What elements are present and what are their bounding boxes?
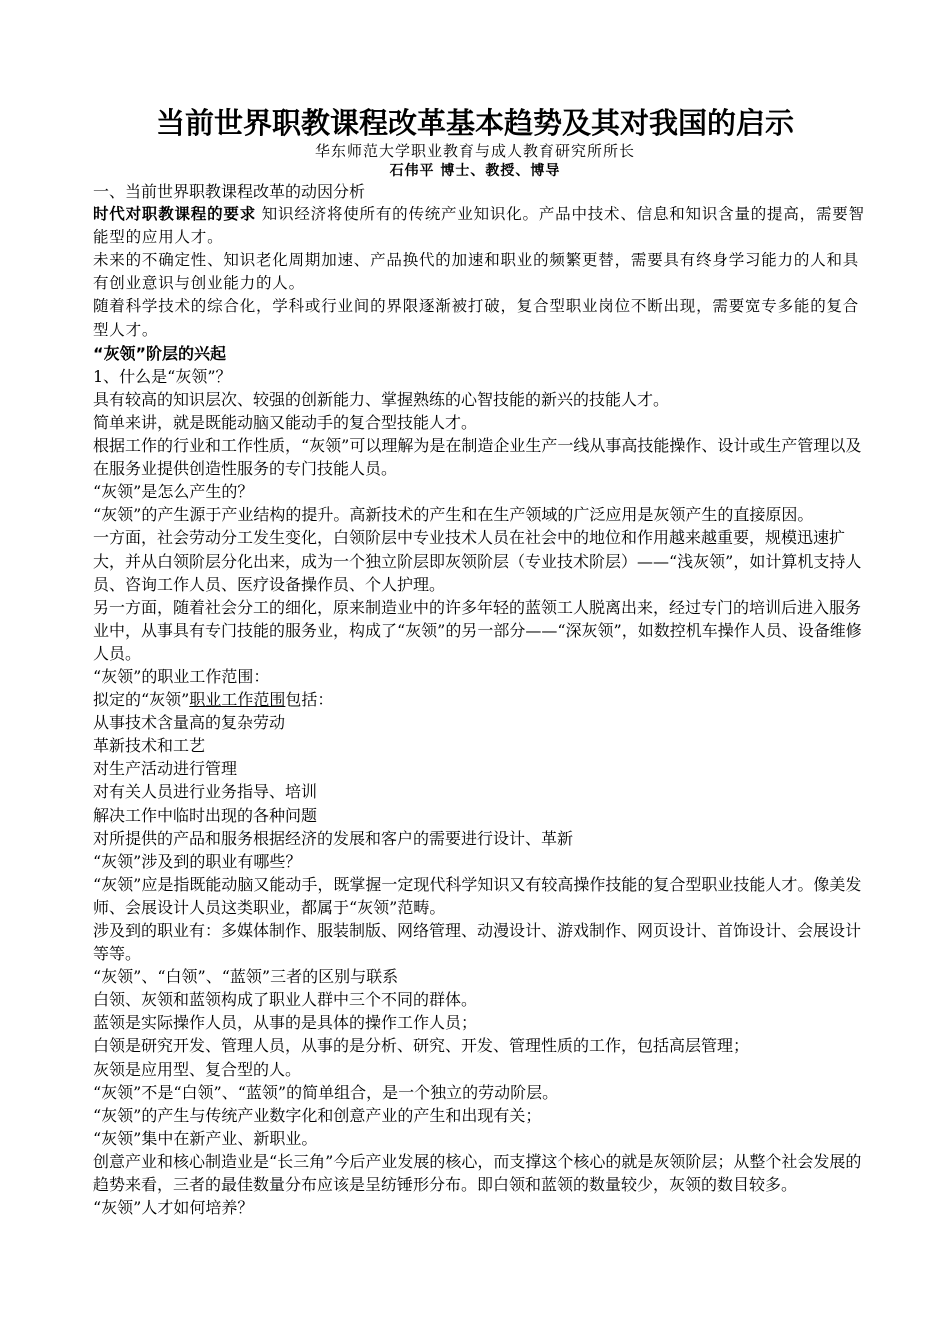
question-training: “灰领”人才如何培养？ xyxy=(93,1198,254,1218)
author-name: 石伟平 博士、教授、博导 xyxy=(389,163,561,179)
scope-item: 对所提供的产品和服务根据经济的发展和客户的需要进行设计、革新 xyxy=(93,828,574,848)
paragraph-science: 随着科学技术的综合化，学科或行业间的界限逐渐被打破，复合型职业岗位不断出现，需要宽专多能的复合型人才。 xyxy=(93,297,860,339)
section-heading: 一、当前世界职教课程改革的动因分析 xyxy=(93,182,366,201)
definition-3: 根据工作的行业和工作性质，“灰领”可以理解为是在制造企业生产一线从事高技能操作、设计或生产管理以及在服务业提供创造性服务的专门技能人员。 xyxy=(93,436,862,479)
paragraph-lead: 时代对职教课程的要求 xyxy=(93,205,257,224)
question-what: 1、什么是“灰领”？ xyxy=(93,366,232,386)
origin-2: 一方面，社会劳动分工发生变化，白领阶层中专业技术人员在社会中的地位和作用越来越重要，规模迅速扩大，并从白领阶层分化出来，成为一个独立阶层即灰领阶层（专业技术阶层）——“浅灰领”，如计算机支持人员、咨询工作人员、医疗设备操作员、个人护理。 xyxy=(93,528,862,594)
jobs-1: “灰领”应是指既能动脑又能动手，既掌握一定现代科学知识又有较高操作技能的复合型职业技能人才。像美发师、会展设计人员这类职业，都属于“灰领”范畴。 xyxy=(93,874,862,917)
difference-6: “灰领”的产生与传统产业数字化和创意产业的产生和出现有关； xyxy=(93,1105,542,1125)
difference-3: 白领是研究开发、管理人员，从事的是分析、研究、开发、管理性质的工作，包括高层管理； xyxy=(93,1036,750,1056)
difference-7: “灰领”集中在新产业、新职业。 xyxy=(93,1128,318,1148)
difference-1: 白领、灰领和蓝领构成了职业人群中三个不同的群体。 xyxy=(93,990,478,1010)
difference-heading: “灰领”、“白领”、“蓝领”三者的区别与联系 xyxy=(93,967,399,987)
paragraph-requirements xyxy=(93,203,868,249)
scope-item: 革新技术和工艺 xyxy=(93,736,206,756)
author-affiliation: 华东师范大学职业教育与成人教育研究所所长 xyxy=(314,142,635,160)
scope-heading: “灰领”的职业工作范围： xyxy=(93,666,270,686)
question-origin: “灰领”是怎么产生的？ xyxy=(93,482,254,502)
paragraph-text: 知识经济将使所有的传统产业知识化。产品中技术、信息和知识含量的提高，需要智能型的应用人才。 xyxy=(93,205,865,247)
definition-1: 具有较高的知识层次、较强的创新能力、掌握熟练的心智技能的新兴的技能人才。 xyxy=(93,389,670,409)
origin-1: “灰领”的产生源于产业结构的提升。高新技术的产生和在生产领域的广泛应用是灰领产生的直接原因。 xyxy=(93,505,814,525)
origin-3: 另一方面，随着社会分工的细化，原来制造业中的许多年轻的蓝领工人脱离出来，经过专门的培训后进入服务业中，从事具有专门技能的服务业，构成了“灰领”的另一部分——“深灰领”，如数控机车操作人员、设备维修人员。 xyxy=(93,597,862,663)
document-title: 当前世界职教课程改革基本趋势及其对我国的启示 xyxy=(155,106,794,140)
scope-link[interactable]: 职业工作范围 xyxy=(189,690,286,710)
difference-4: 灰领是应用型、复合型的人。 xyxy=(93,1059,302,1079)
scope-item: 对生产活动进行管理 xyxy=(93,759,238,779)
scope-item: 对有关人员进行业务指导、培训 xyxy=(93,782,318,802)
document-body xyxy=(93,180,868,1219)
scope-intro xyxy=(93,688,868,711)
scope-item: 解决工作中临时出现的各种问题 xyxy=(93,805,318,825)
jobs-2: 涉及到的职业有：多媒体制作、服装制版、网络管理、动漫设计、游戏制作、网页设计、首饰设计、会展设计等等。 xyxy=(93,921,862,964)
scope-item: 从事技术含量高的复杂劳动 xyxy=(93,713,286,733)
paragraph-future: 未来的不确定性、知识老化周期加速、产品换代的加速和职业的频繁更替，需要具有终身学习能力的人和具有创业意识与创业能力的人。 xyxy=(93,251,860,293)
definition-2: 简单来讲，就是既能动脑又能动手的复合型技能人才。 xyxy=(93,412,478,432)
difference-8: 创意产业和核心制造业是“长三角”今后产业发展的核心，而支撑这个核心的就是灰领阶层；从整个社会发展的趋势来看，三者的最佳数量分布应该是呈纺锤形分布。即白领和蓝领的数量较少，灰领的数目较多。 xyxy=(93,1151,862,1195)
subsection-heading: “灰领”阶层的兴起 xyxy=(93,343,227,363)
difference-5: “灰领”不是“白领”、“蓝领”的简单组合，是一个独立的劳动阶层。 xyxy=(93,1082,559,1102)
scope-intro-pre: 拟定的“灰领” xyxy=(93,690,190,710)
difference-2: 蓝领是实际操作人员，从事的是具体的操作工作人员； xyxy=(93,1013,478,1033)
scope-intro-post: 包括： xyxy=(285,690,334,710)
question-jobs: “灰领”涉及到的职业有哪些？ xyxy=(93,851,302,871)
